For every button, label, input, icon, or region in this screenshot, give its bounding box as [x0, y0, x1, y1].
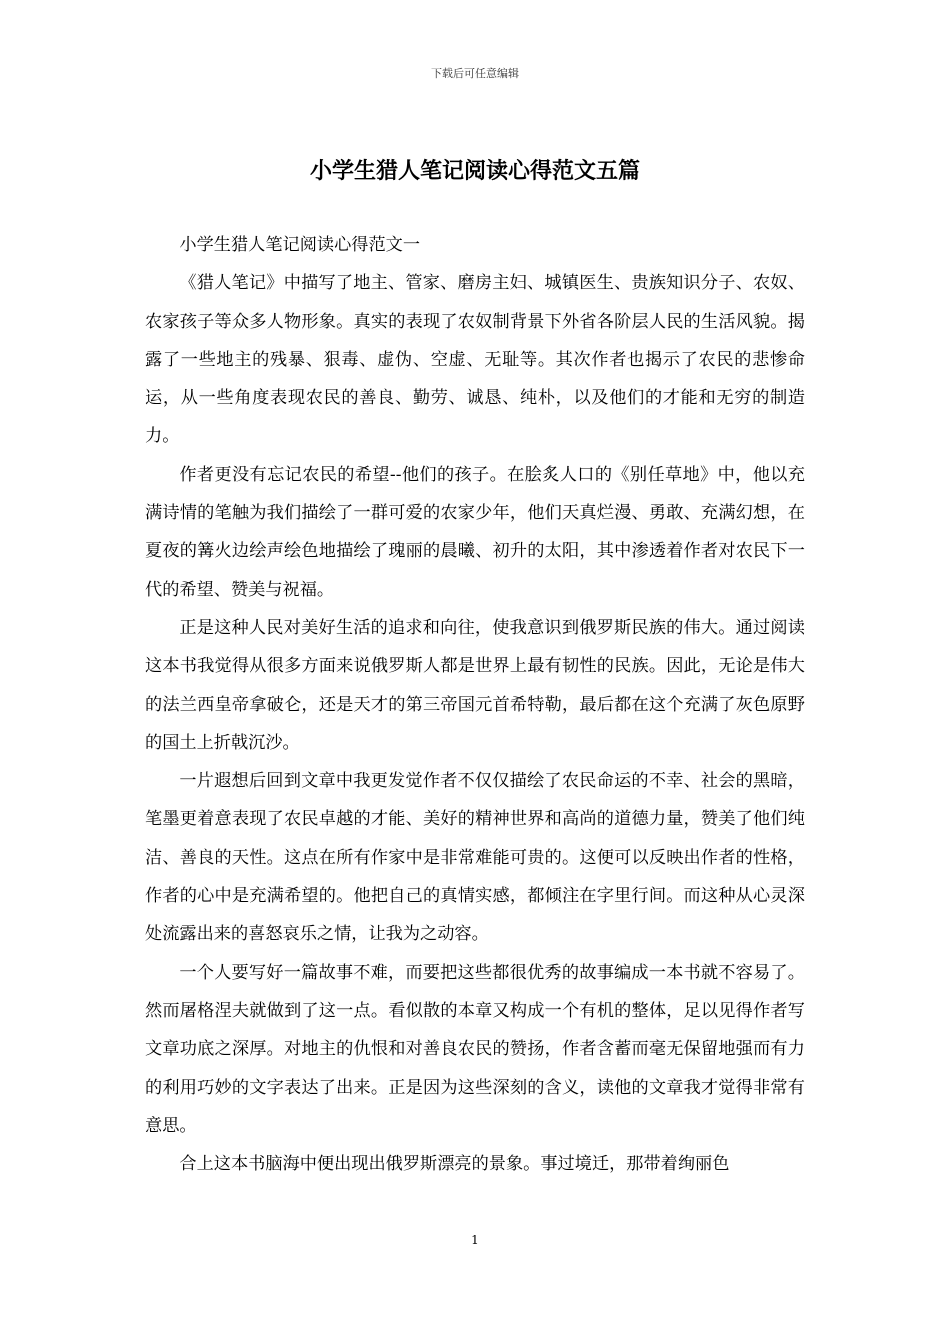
page-header: 下载后可任意编辑	[431, 67, 519, 80]
body-paragraph: 《猎人笔记》中描写了地主、管家、磨房主妇、城镇医生、贵族知识分子、农奴、农家孩子等众多人物形象。真实的表现了农奴制背景下外省各阶层人民的生活风貌。揭露了一些地主的残暴、狠毒、虚伪、空虚、无耻等。其次作者也揭示了农民的悲惨命运，从一些角度表现农民的善良、勤劳、诚恳、纯朴，以及他们的才能和无穷的制造力。	[145, 273, 805, 447]
body-paragraph: 一个人要写好一篇故事不难，而要把这些都很优秀的故事编成一本书就不容易了。然而屠格涅夫就做到了这一点。看似散的本章又构成一个有机的整体，足以见得作者写文章功底之深厚。对地主的仇恨和对善良农民的赞扬，作者含蓄而毫无保留地强而有力的利用巧妙的文字表达了出来。正是因为这些深刻的含义，读他的文章我才觉得非常有意思。	[145, 962, 805, 1136]
section-heading: 小学生猎人笔记阅读心得范文一	[179, 235, 421, 255]
body-paragraph: 合上这本书脑海中便出现出俄罗斯漂亮的景象。事过境迁，那带着绚丽色	[179, 1154, 730, 1175]
body-paragraph: 一片遐想后回到文章中我更发觉作者不仅仅描绘了农民命运的不幸、社会的黑暗，笔墨更着意表现了农民卓越的才能、美好的精神世界和高尚的道德力量，赞美了他们纯洁、善良的天性。这点在所有作家中是非常难能可贵的。这便可以反映出作者的性格，作者的心中是充满希望的。他把自己的真情实感，都倾注在字里行间。而这种从心灵深处流露出来的喜怒哀乐之情，让我为之动容。	[145, 771, 805, 945]
document-title: 小学生猎人笔记阅读心得范文五篇	[309, 158, 640, 184]
page-number: 1	[471, 1233, 479, 1247]
document-body	[145, 226, 805, 1183]
body-paragraph: 作者更没有忘记农民的希望--他们的孩子。在脍炙人口的《别任草地》中，他以充满诗情的笔触为我们描绘了一群可爱的农家少年，他们天真烂漫、勇敢、充满幻想，在夏夜的篝火边绘声绘色地描绘了瑰丽的晨曦、初升的太阳，其中渗透着作者对农民下一代的希望、赞美与祝福。	[145, 464, 805, 600]
body-paragraph: 正是这种人民对美好生活的追求和向往，使我意识到俄罗斯民族的伟大。通过阅读这本书我觉得从很多方面来说俄罗斯人都是世界上最有韧性的民族。因此，无论是伟大的法兰西皇帝拿破仑，还是天才的第三帝国元首希特勒，最后都在这个充满了灰色原野的国土上折戟沉沙。	[145, 617, 805, 753]
